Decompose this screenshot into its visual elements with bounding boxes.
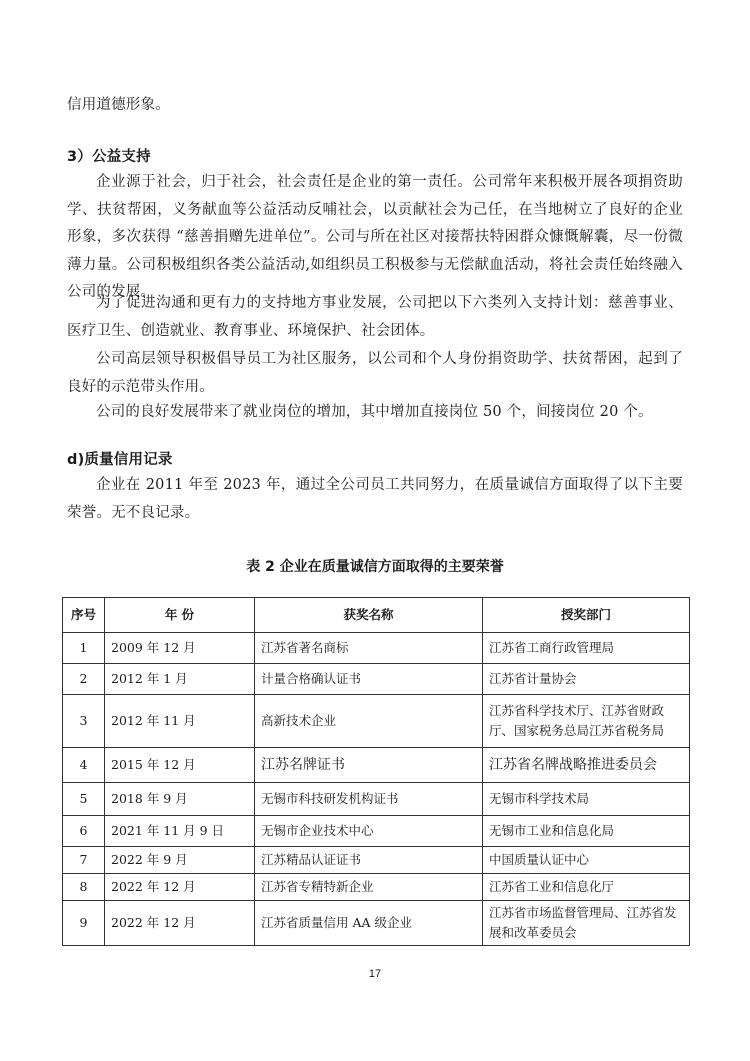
row-award: 江苏省专精特新企业 bbox=[255, 874, 483, 901]
heading-public-support: 3）公益支持 bbox=[67, 149, 151, 165]
row-authority: 江苏省市场监督管理局、江苏省发展和改革委员会 bbox=[483, 901, 690, 946]
row-index: 9 bbox=[63, 901, 105, 946]
table-row bbox=[63, 874, 690, 901]
row-index: 1 bbox=[63, 633, 105, 664]
header-award: 获奖名称 bbox=[255, 598, 483, 633]
table-row bbox=[63, 748, 690, 783]
row-year: 2021 年 11 月 9 日 bbox=[105, 816, 255, 847]
row-index: 4 bbox=[63, 748, 105, 783]
table-row bbox=[63, 783, 690, 816]
row-index: 6 bbox=[63, 816, 105, 847]
table-row bbox=[63, 695, 690, 748]
row-award: 江苏省著名商标 bbox=[255, 633, 483, 664]
table-caption: 表 2 企业在质量诚信方面取得的主要荣誉 bbox=[246, 559, 504, 575]
row-year: 2009 年 12 月 bbox=[105, 633, 255, 664]
row-authority: 江苏省计量协会 bbox=[483, 664, 690, 695]
heading-quality-record: d)质量信用记录 bbox=[67, 452, 173, 468]
row-year: 2022 年 12 月 bbox=[105, 874, 255, 901]
header-index: 序号 bbox=[63, 598, 105, 633]
row-authority: 江苏省科学技术厅、江苏省财政厅、国家税务总局江苏省税务局 bbox=[483, 695, 690, 748]
paragraph-public-4: 公司的良好发展带来了就业岗位的增加，其中增加直接岗位 50 个，间接岗位 20 个。 bbox=[96, 404, 653, 420]
row-index: 3 bbox=[63, 695, 105, 748]
paragraph-public-2: 为了促进沟通和更有力的支持地方事业发展，公司把以下六类列入支持计划：慈善事业、医疗卫生、创造就业、教育事业、环境保护、社会团体。 bbox=[67, 295, 683, 339]
row-award: 江苏省质量信用 AA 级企业 bbox=[255, 901, 483, 946]
row-award: 无锡市企业技术中心 bbox=[255, 816, 483, 847]
row-authority: 江苏省工商行政管理局 bbox=[483, 633, 690, 664]
table-row bbox=[63, 816, 690, 847]
row-award: 江苏精品认证证书 bbox=[255, 847, 483, 874]
table-row bbox=[63, 847, 690, 874]
row-year: 2012 年 11 月 bbox=[105, 695, 255, 748]
row-year: 2022 年 12 月 bbox=[105, 901, 255, 946]
row-award: 高新技术企业 bbox=[255, 695, 483, 748]
paragraph-public-1: 企业源于社会，归于社会，社会责任是企业的第一责任。公司常年来积极开展各项捐资助学、扶贫帮困，义务献血等公益活动反哺社会，以贡献社会为己任，在当地树立了良好的企业形象，多次获得 “慈善捐赠先进单位”。公司与所在社区对接帮扶特困群众慷慨解囊，尽一份微薄力量。公司积极组织各类公益活动,如组织员工积极参与无偿献血活动，将社会责任始终融入公司的发展。 bbox=[67, 174, 683, 300]
row-award: 无锡市科技研发机构证书 bbox=[255, 783, 483, 816]
row-index: 2 bbox=[63, 664, 105, 695]
row-index: 7 bbox=[63, 847, 105, 874]
row-year: 2022 年 9 月 bbox=[105, 847, 255, 874]
row-year: 2015 年 12 月 bbox=[105, 748, 255, 783]
table-header-row bbox=[63, 598, 690, 633]
header-authority: 授奖部门 bbox=[483, 598, 690, 633]
row-authority: 江苏省工业和信息化厅 bbox=[483, 874, 690, 901]
row-year: 2012 年 1 月 bbox=[105, 664, 255, 695]
row-authority: 无锡市科学技术局 bbox=[483, 783, 690, 816]
table-row bbox=[63, 633, 690, 664]
row-authority: 中国质量认证中心 bbox=[483, 847, 690, 874]
table-row bbox=[63, 901, 690, 946]
table-row bbox=[63, 664, 690, 695]
page-number: 17 bbox=[368, 968, 382, 980]
honors-table bbox=[62, 597, 690, 946]
row-index: 5 bbox=[63, 783, 105, 816]
paragraph-top: 信用道德形象。 bbox=[67, 97, 170, 113]
row-year: 2018 年 9 月 bbox=[105, 783, 255, 816]
row-index: 8 bbox=[63, 874, 105, 901]
header-year: 年 份 bbox=[105, 598, 255, 633]
row-authority: 无锡市工业和信息化局 bbox=[483, 816, 690, 847]
row-award: 计量合格确认证书 bbox=[255, 664, 483, 695]
row-authority: 江苏省名牌战略推进委员会 bbox=[483, 748, 690, 783]
row-award: 江苏名牌证书 bbox=[255, 748, 483, 783]
paragraph-quality: 企业在 2011 年至 2023 年，通过全公司员工共同努力，在质量诚信方面取得了以下主要荣誉。无不良记录。 bbox=[67, 477, 683, 521]
paragraph-public-3: 公司高层领导积极倡导员工为社区服务，以公司和个人身份捐资助学、扶贫帮困，起到了良好的示范带头作用。 bbox=[67, 351, 683, 395]
